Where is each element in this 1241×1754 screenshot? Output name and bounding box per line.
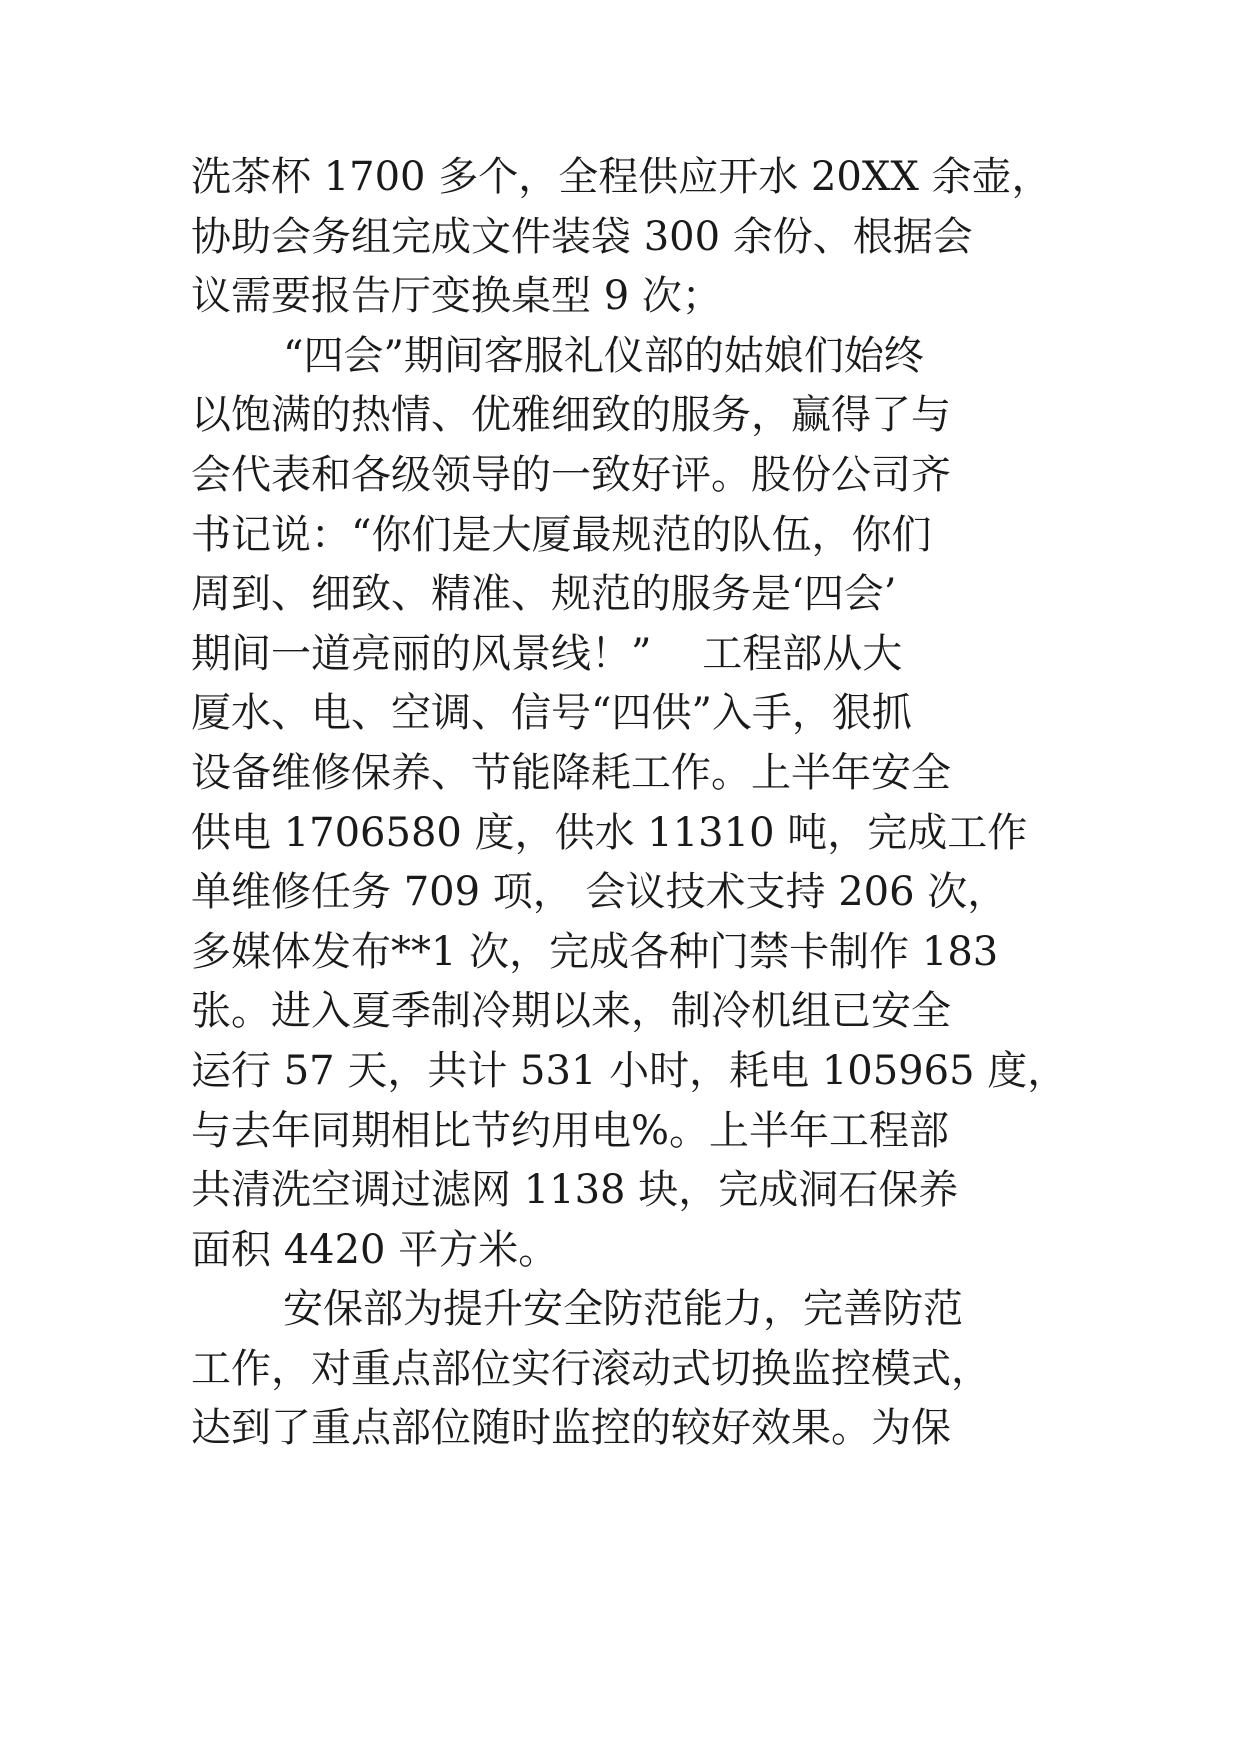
text-line: 协助会务组完成文件装袋 300 余份、根据会	[191, 213, 973, 260]
text-line: 洗茶杯 1700 多个，全程供应开水 20XX 余壶，	[191, 154, 1052, 200]
paragraph-start-line: 安保部为提升安全防范能力，完善防范	[283, 1286, 963, 1333]
text-line: 设备维修保养、节能降耗工作。上半年安全	[191, 749, 951, 796]
text-line: 供电 1706580 度，供水 11310 吨，完成工作	[191, 809, 1028, 856]
text-line: 书记说：“你们是大厦最规范的队伍，你们	[191, 511, 932, 558]
text-line: 单维修任务 709 项， 会议技术支持 206 次，	[191, 869, 1008, 916]
body-text	[191, 148, 1068, 1459]
text-line: 议需要报告厅变换桌型 9 次；	[191, 273, 722, 320]
text-line: 周到、细致、精准、规范的服务是‘四会’	[191, 571, 897, 618]
text-line: 工作，对重点部位实行滚动式切换监控模式，	[191, 1345, 991, 1392]
text-line: 多媒体发布**1 次，完成各种门禁卡制作 183	[191, 928, 999, 975]
text-line: 会代表和各级领导的一致好评。股份公司齐	[191, 451, 951, 498]
text-line: 以饱满的热情、优雅细致的服务，赢得了与	[191, 392, 951, 439]
paragraph-start-line: “四会”期间客服礼仪部的姑娘们始终	[283, 332, 924, 379]
text-line: 运行 57 天，共计 531 小时，耗电 105965 度，	[191, 1047, 1068, 1094]
text-line: 面积 4420 平方米。	[191, 1226, 559, 1273]
text-line: 与去年同期相比节约用电%。上半年工程部	[191, 1107, 950, 1154]
text-line: 厦水、电、空调、信号“四供”入手，狠抓	[191, 690, 912, 737]
text-line: 张。进入夏季制冷期以来，制冷机组已安全	[191, 988, 951, 1035]
text-line: 达到了重点部位随时监控的较好效果。为保	[191, 1405, 951, 1452]
text-line: 期间一道亮丽的风景线！” 工程部从大	[191, 630, 903, 677]
text-line: 共清洗空调过滤网 1138 块，完成洞石保养	[191, 1167, 959, 1214]
